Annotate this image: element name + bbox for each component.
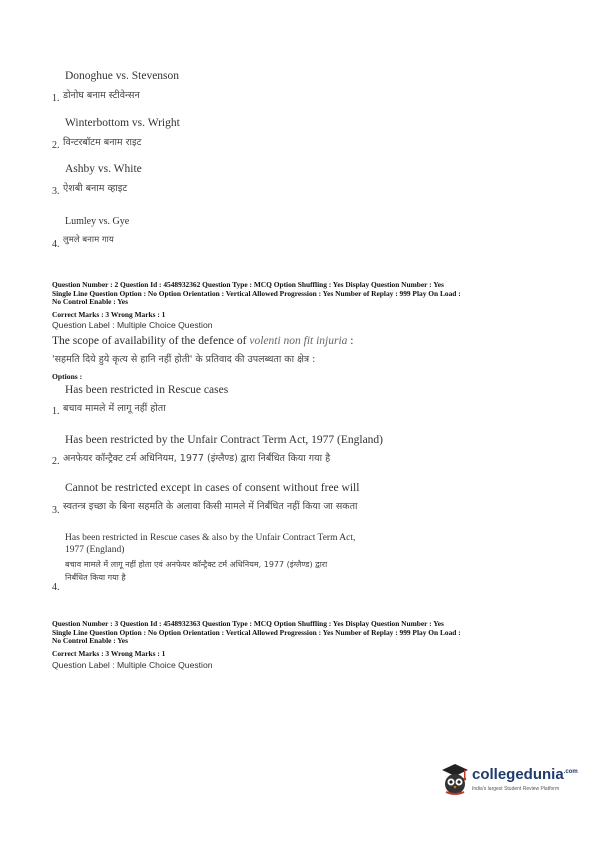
- question-2-marks: Correct Marks : 3 Wrong Marks : 1: [52, 310, 166, 319]
- q2-option-1-english: Has been restricted in Rescue cases: [65, 384, 229, 396]
- option-3-number: 3.: [52, 186, 60, 197]
- logo-tagline: India's largest Student Review Platform: [472, 786, 560, 792]
- option-3-english: Ashby vs. White: [65, 163, 142, 175]
- question-2-text-hindi: 'सहमति दिये हुये कृत्य से हानि नहीं होती' के प्रतिवाद की उपलब्धता का क्षेत्र :: [52, 354, 316, 365]
- q2-option-2-number: 2.: [52, 456, 60, 467]
- option-1-english: Donoghue vs. Stevenson: [65, 70, 180, 82]
- q2-option-4-hindi-line-1: बचाव मामले में लागू नहीं होता एवं अनफेयर कॉन्ट्रैक्ट टर्म अधिनियम, 1977 (इंग्लैण्ड) द्वारा: [65, 560, 328, 569]
- question-2-meta-line-3: No Control Enable : Yes: [52, 297, 128, 307]
- options-heading: Options :: [52, 372, 83, 381]
- q2-option-3-hindi: स्वतन्त्र इच्छा के बिना सहमति के अलावा किसी मामले में निर्बंधित नहीं किया जा सकता: [63, 501, 358, 512]
- question-2-text-english: [52, 335, 354, 347]
- option-2-number: 2.: [52, 140, 60, 151]
- option-3-hindi: ऐशबी बनाम व्हाइट: [63, 183, 128, 194]
- q2-option-2-hindi: अनफेयर कॉन्ट्रैक्ट टर्म अधिनियम, 1977 (इंग्लैण्ड) द्वारा निर्बंधित किया गया है: [63, 453, 331, 464]
- logo-name: collegedunia: [472, 766, 564, 783]
- question-2-meta-line-1: Question Number : 2 Question Id : 4548932362 Question Type : MCQ Option Shuffling : Yes Display Question Number : Yes: [52, 280, 444, 289]
- q2-option-1-hindi: बचाव मामले में लागू नहीं होता: [63, 403, 166, 414]
- question-3-meta-line-1: Question Number : 3 Question Id : 4548932363 Question Type : MCQ Option Shuffling : Yes Display Question Number : Yes: [52, 619, 444, 628]
- q2-option-2-english: Has been restricted by the Unfair Contract Term Act, 1977 (England): [65, 434, 384, 446]
- option-1-hindi: डोनोघ बनाम स्टीवेन्सन: [63, 90, 140, 101]
- question-2-text-suffix: :: [347, 335, 354, 347]
- option-2-hindi: विन्टरबॉटम बनाम राइट: [63, 137, 142, 148]
- logo-wordmark: [472, 766, 578, 783]
- q2-option-4-english-line-2: 1977 (England): [65, 545, 125, 555]
- question-3-meta-line-3: No Control Enable : Yes: [52, 636, 128, 646]
- question-2-text-latin: volenti non fit injuria: [249, 335, 348, 347]
- q2-option-1-number: 1.: [52, 406, 60, 417]
- q2-option-3-number: 3.: [52, 505, 60, 516]
- graduate-owl-icon: [440, 762, 470, 798]
- option-2-english: Winterbottom vs. Wright: [65, 117, 180, 129]
- option-4-hindi: लुमले बनाम गाय: [63, 235, 114, 245]
- q2-option-4-number: 4.: [52, 582, 60, 593]
- q2-option-3-english: Cannot be restricted except in cases of consent without free will: [65, 482, 360, 494]
- q2-option-4-hindi-line-2: निर्बंधित किया गया है: [65, 573, 126, 582]
- question-3-marks: Correct Marks : 3 Wrong Marks : 1: [52, 649, 166, 658]
- logo-suffix: .com: [563, 769, 578, 775]
- question-2-label: Question Label : Multiple Choice Question: [52, 320, 213, 330]
- option-4-number: 4.: [52, 239, 60, 250]
- question-3-metadata: [52, 620, 552, 646]
- question-3-label: Question Label : Multiple Choice Question: [52, 660, 213, 670]
- question-2-metadata: [52, 281, 552, 307]
- question-3-meta-line-2: Single Line Question Option : No Option Orientation : Vertical Allowed Progression : Yes Number of Replay : 999 Play On Load :: [52, 627, 461, 637]
- option-1-number: 1.: [52, 93, 60, 104]
- question-2-meta-line-2: Single Line Question Option : No Option Orientation : Vertical Allowed Progression : Yes Number of Replay : 999 Play On Load :: [52, 288, 461, 298]
- collegedunia-logo: [440, 760, 578, 800]
- question-2-text-prefix: The scope of availability of the defence of: [52, 335, 250, 347]
- q2-option-4-english-line-1: Has been restricted in Rescue cases & also by the Unfair Contract Term Act,: [65, 533, 356, 543]
- option-4-english: Lumley vs. Gye: [65, 216, 130, 227]
